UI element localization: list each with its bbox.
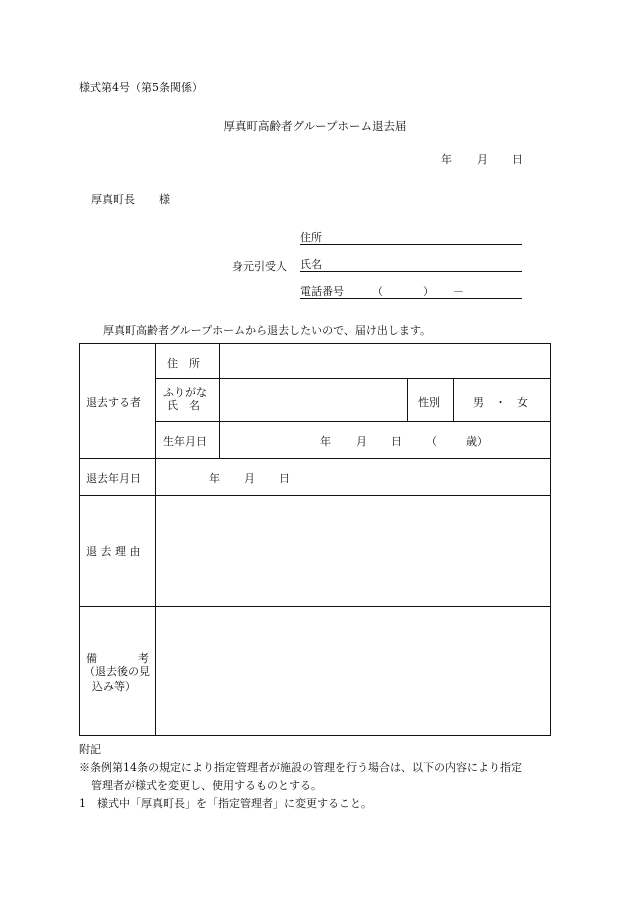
notes-heading: 附記 [79,743,101,756]
reason-label: 退 去 理 由 [86,545,141,558]
row-divider [80,458,551,459]
addressee-name: 厚真町長 [91,193,135,206]
remarks-sub-line-1: （退去後の見 [84,665,150,678]
row-divider [80,495,551,496]
addressee-honorific: 様 [159,193,170,206]
leave-month-label: 月 [244,472,255,485]
form-code: 様式第4号（第5条関係） [79,81,203,94]
date-month-label: 月 [477,153,488,166]
leave-day-label: 日 [279,472,290,485]
leave-year-label: 年 [209,472,220,485]
gender-options[interactable]: 男 ・ 女 [473,396,528,409]
notes-line-1: ※条例第14条の規定により指定管理者が施設の管理を行う場合は、以下の内容により指定 [79,761,522,774]
leave-date-label: 退去年月日 [86,472,141,485]
phone-dash: － [453,285,464,298]
leaver-label: 退去する者 [86,396,141,409]
remarks-input[interactable] [158,608,548,734]
name-label-group [163,386,207,412]
applicant-address-field[interactable] [300,230,522,245]
notes-section [79,741,559,813]
remarks-sub-label [84,664,150,694]
remarks-sub-line-2: 込み等） [92,680,136,693]
remarks-label-1: 備 [86,652,97,665]
age-label: 歳） [466,435,488,448]
name-label: 氏 名 [167,399,200,412]
document-title: 厚真町高齢者グループホーム退去届 [223,119,407,133]
birth-day-label: 日 [391,435,402,448]
row-divider [155,421,551,422]
intro-statement: 厚真町高齢者グループホームから退去したいので、届け出します。 [103,324,432,337]
gender-label: 性別 [418,396,440,409]
phone-right-paren: ） [423,285,434,298]
applicant-name-label: 氏名 [300,258,322,271]
applicant-phone-label: 電話番号 [300,285,344,298]
applicant-role-label: 身元引受人 [232,260,287,273]
address-label: 住 所 [167,357,200,370]
reason-input[interactable] [158,497,548,604]
date-day-label: 日 [512,153,523,166]
age-open-paren: （ [426,435,437,448]
column-divider [219,344,220,458]
column-divider [155,344,156,736]
furigana-label: ふりがな [163,386,207,399]
name-input[interactable] [222,380,406,420]
addressee [91,191,170,207]
applicant-phone-field[interactable] [300,284,522,299]
row-divider [155,378,551,379]
applicant-address-label: 住所 [300,231,322,244]
form-table [79,343,551,736]
column-divider [453,379,454,421]
birth-month-label: 月 [356,435,367,448]
applicant-name-field[interactable] [300,257,522,272]
address-input[interactable] [222,345,406,378]
row-divider [80,606,551,607]
phone-left-paren: （ [372,285,383,298]
birthdate-label: 生年月日 [163,435,207,448]
notes-line-3: 1 様式中「厚真町長」を「指定管理者」に変更すること。 [79,797,372,810]
date-year-label: 年 [441,153,452,166]
column-divider [407,379,408,421]
notes-line-2: 管理者が様式を変更し、使用するものとする。 [91,779,322,792]
birth-year-label: 年 [320,435,331,448]
remarks-label-2: 考 [138,652,149,665]
